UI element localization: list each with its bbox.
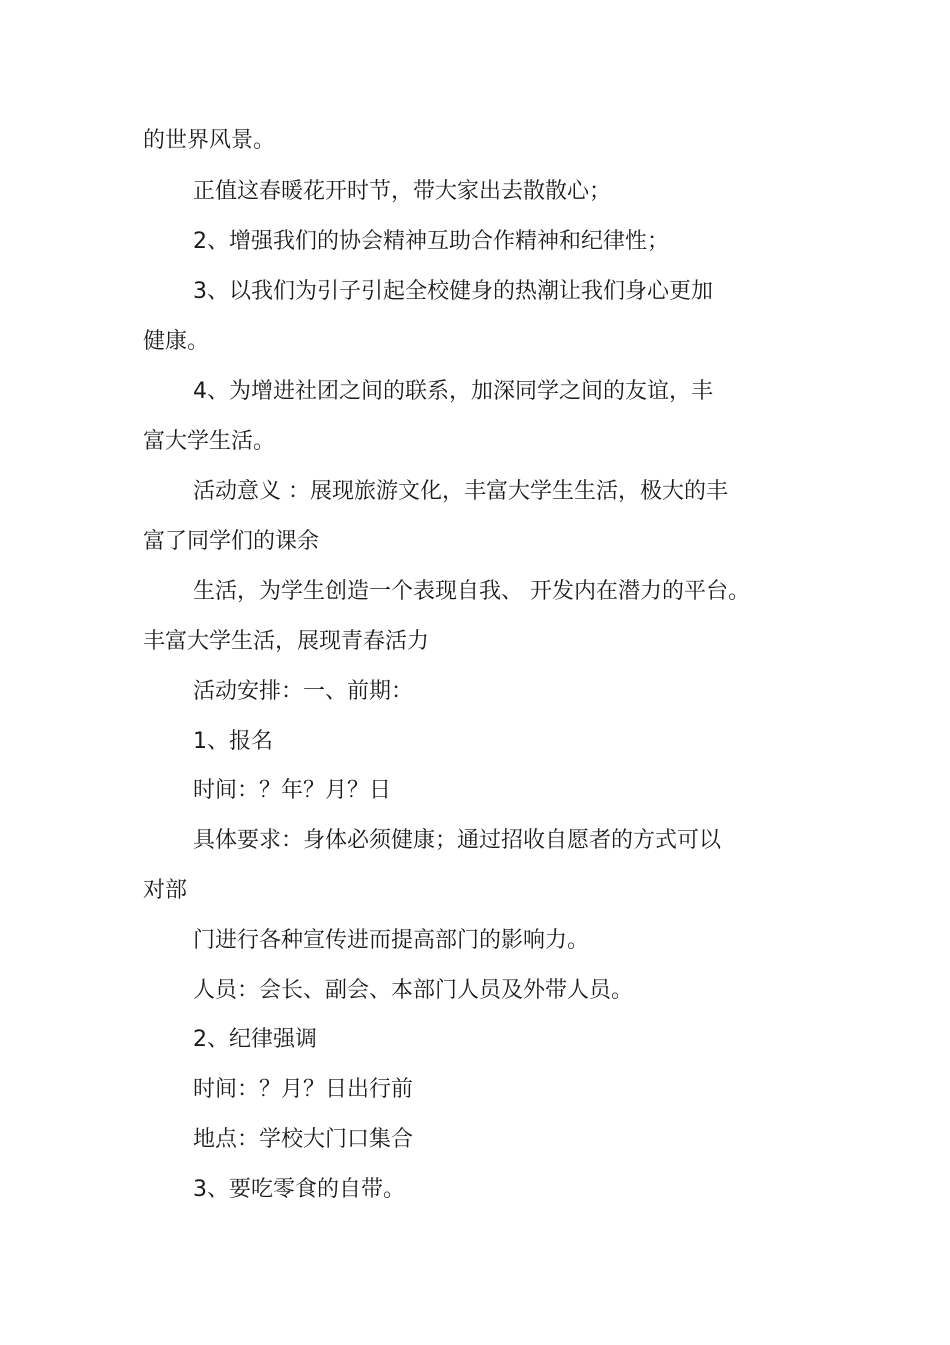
text-line: 3、要吃零食的自带。	[193, 1177, 405, 1202]
text-line: 活动安排：一、前期：	[193, 679, 414, 704]
text-line: 健康。	[143, 329, 210, 354]
text-line: 2、增强我们的协会精神互助合作精神和纪律性；	[193, 229, 669, 254]
text-line: 门进行各种宣传进而提高部门的影响力。	[193, 928, 590, 953]
text-line: 正值这春暖花开时节，带大家出去散散心；	[193, 179, 612, 204]
text-line: 富了同学们的课余	[143, 529, 320, 554]
text-line: 具体要求：身体必须健康；通过招收自愿者的方式可以	[193, 828, 722, 853]
text-line: 地点：学校大门口集合	[193, 1127, 414, 1152]
text-line: 3、以我们为引子引起全校健身的热潮让我们身心更加	[193, 279, 713, 304]
text-line: 4、为增进社团之间的联系，加深同学之间的友谊，丰	[193, 379, 713, 404]
text-line: 富大学生活。	[143, 429, 276, 454]
text-line: 丰富大学生活，展现青春活力	[143, 629, 430, 654]
text-line: 生活，为学生创造一个表现自我、 开发内在潜力的平台。	[193, 579, 750, 604]
text-line: 2、纪律强调	[193, 1027, 317, 1052]
text-line: 1、报名	[193, 729, 273, 754]
text-line: 时间：？月？日出行前	[193, 1077, 414, 1102]
text-line: 时间：？年？月？日	[193, 778, 392, 803]
text-line: 活动意义 ：展现旅游文化，丰富大学生生活，极大的丰	[193, 479, 728, 504]
text-line: 的世界风景。	[143, 128, 276, 153]
text-line: 人员：会长、副会、本部门人员及外带人员。	[193, 978, 634, 1003]
text-line: 对部	[143, 878, 188, 903]
